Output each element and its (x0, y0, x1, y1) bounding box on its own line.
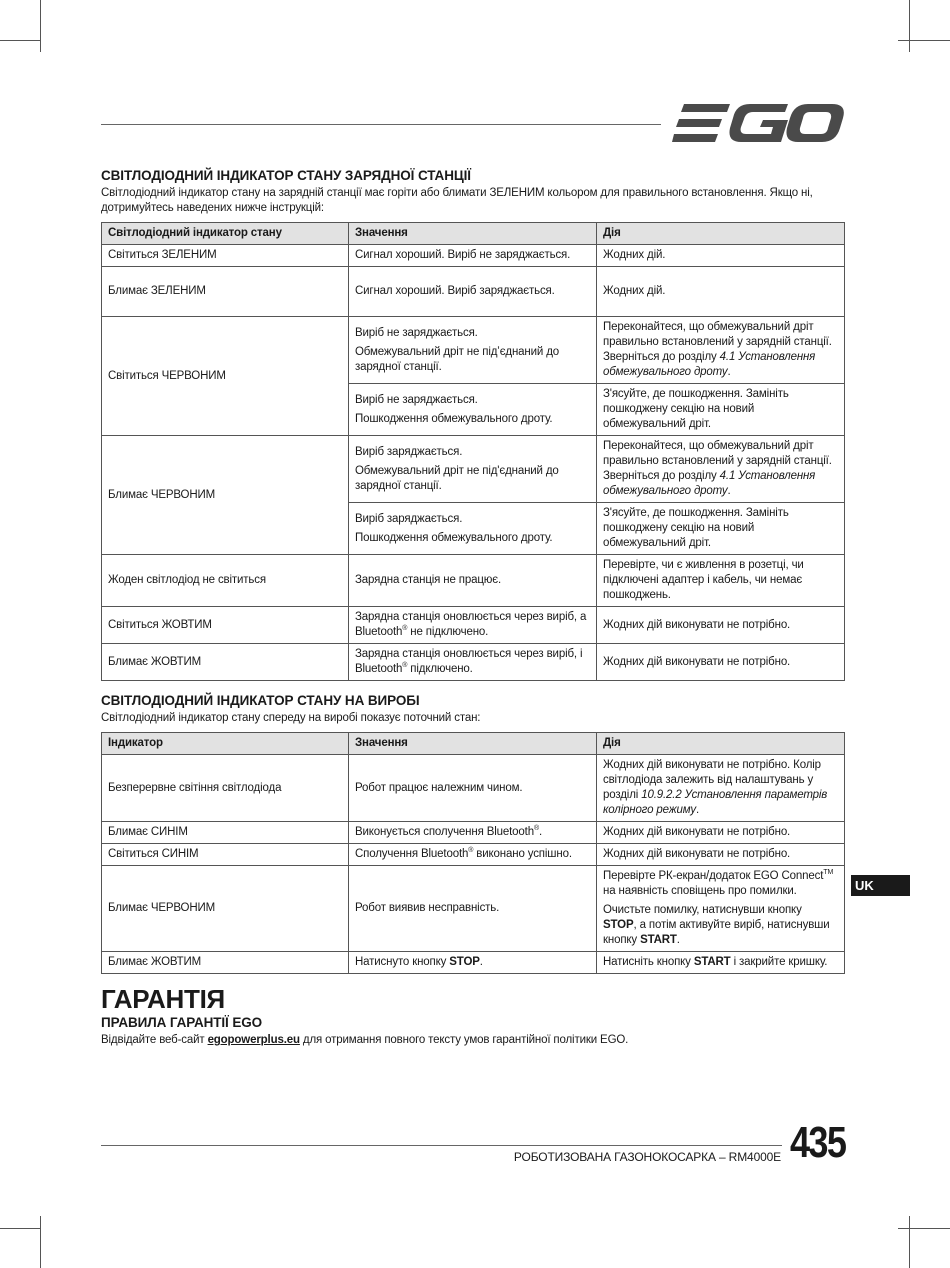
meaning-cell: Сигнал хороший. Виріб заряджається. (349, 267, 597, 317)
column-header-indicator: Індикатор (102, 733, 349, 755)
section-reference: 10.9.2.2 Установлення параметрів колірного режиму (603, 789, 828, 816)
section-reference: 4.1 Установлення обмежувального дроту (603, 470, 816, 497)
charging-station-led-table (101, 222, 845, 681)
table-row (102, 844, 845, 866)
action-cell: Жодних дій виконувати не потрібно. (597, 822, 845, 844)
meaning-cell: Сигнал хороший. Виріб не заряджається. (349, 245, 597, 267)
warranty-link[interactable]: egopowerplus.eu (207, 1034, 300, 1046)
meaning-cell: Виріб не заряджається. Пошкодження обмежувального дроту. (349, 384, 597, 436)
meaning-cell: Натиснуто кнопку STOP. (349, 952, 597, 974)
action-cell: Жодних дій. (597, 267, 845, 317)
start-key-label: START (640, 934, 677, 946)
meaning-cell: Зарядна станція не працює. (349, 555, 597, 607)
action-cell: З'ясуйте, де пошкодження. Замініть пошкоджену секцію на новий обмежувальний дріт. (597, 384, 845, 436)
state-cell: Блимає ЗЕЛЕНИМ (102, 267, 349, 317)
state-cell: Жоден світлодіод не світиться (102, 555, 349, 607)
state-cell: Світиться СИНІМ (102, 844, 349, 866)
table-row (102, 245, 845, 267)
action-cell: З'ясуйте, де пошкодження. Замініть пошкоджену секцію на новий обмежувальний дріт. (597, 503, 845, 555)
state-cell: Світиться ЗЕЛЕНИМ (102, 245, 349, 267)
meaning-cell: Виріб не заряджається. Обмежувальний дріт не підʼєднаний до зарядної станції. (349, 317, 597, 384)
warranty-heading: ГАРАНТІЯ (101, 984, 225, 1014)
column-header-meaning: Значення (349, 223, 597, 245)
footer-doc-title: РОБОТИЗОВАНА ГАЗОНОКОСАРКА – RM4000E (513, 1150, 781, 1164)
action-cell: Жодних дій виконувати не потрібно. (597, 607, 845, 644)
column-header-action: Дія (597, 733, 845, 755)
section-title-product-led: СВІТЛОДІОДНИЙ ІНДИКАТОР СТАНУ НА ВИРОБІ (101, 693, 420, 708)
meaning-cell: Виріб заряджається. Пошкодження обмежувального дроту. (349, 503, 597, 555)
meaning-cell: Робот виявив несправність. (349, 866, 597, 952)
column-header-action: Дія (597, 223, 845, 245)
start-key-label: START (693, 956, 731, 968)
page-number: 435 (790, 1118, 846, 1167)
stop-key-label: STOP (603, 919, 634, 931)
table-row (102, 866, 845, 952)
stop-key-label: STOP (449, 956, 480, 968)
action-cell: Перевірте, чи є живлення в розетці, чи підключені адаптер і кабель, чи немає пошкоджень. (597, 555, 845, 607)
state-cell: Блимає ЖОВТИМ (102, 952, 349, 974)
action-cell: Переконайтеся, що обмежувальний дріт правильно встановлений у зарядній станції. Зверніться до розділу 4.1 Установлення обмежувального дроту. (597, 317, 845, 384)
column-header-led-state: Світлодіодний індикатор стану (102, 223, 349, 245)
section-title-charging-station-led: СВІТЛОДІОДНИЙ ІНДИКАТОР СТАНУ ЗАРЯДНОЇ СТАНЦІЇ (101, 168, 471, 183)
table-row (102, 267, 845, 317)
action-cell: Перевірте РК-екран/додаток EGO Connect™ на наявність сповіщень про помилки. Очистьте помилку, натиснувши кнопку STOP, а потім активуйте виріб, натиснувши кнопку START. (597, 866, 845, 952)
table-row (102, 822, 845, 844)
warranty-text: Відвідайте веб-сайт egopowerplus.eu для отримання повного тексту умов гарантійної політики EGO. (101, 1034, 629, 1046)
section-intro: Світлодіодний індикатор стану на зарядній станції має горіти або блимати ЗЕЛЕНИМ кольором для правильного встановлення. Якщо ні, дотримуйтесь наведених нижче інструкцій: (101, 187, 813, 214)
state-cell: Безперервне світіння світлодіода (102, 755, 349, 822)
action-cell: Жодних дій. (597, 245, 845, 267)
meaning-cell: Зарядна станція оновлюється через виріб, а Bluetooth® не підключено. (349, 607, 597, 644)
meaning-cell: Сполучення Bluetooth® виконано успішно. (349, 844, 597, 866)
language-tab: UK (851, 875, 910, 896)
state-cell: Блимає ЧЕРВОНИМ (102, 436, 349, 555)
meaning-cell: Робот працює належним чином. (349, 755, 597, 822)
column-header-meaning: Значення (349, 733, 597, 755)
meaning-cell: Виконується сполучення Bluetooth®. (349, 822, 597, 844)
section-reference: 4.1 Установлення обмежувального дроту (603, 351, 816, 378)
action-cell: Жодних дій виконувати не потрібно. (597, 644, 845, 681)
state-cell: Блимає СИНІМ (102, 822, 349, 844)
table-row (102, 952, 845, 974)
table-row (102, 317, 845, 384)
action-cell: Натисніть кнопку START і закрийте кришку. (597, 952, 845, 974)
table-row (102, 644, 845, 681)
table-row (102, 555, 845, 607)
meaning-cell: Зарядна станція оновлюється через виріб, і Bluetooth® підключено. (349, 644, 597, 681)
product-led-table (101, 732, 845, 974)
ego-logo (672, 100, 844, 146)
state-cell: Світиться ЧЕРВОНИМ (102, 317, 349, 436)
action-cell: Переконайтеся, що обмежувальний дріт правильно встановлений у зарядній станції. Зверніться до розділу 4.1 Установлення обмежувального дроту. (597, 436, 845, 503)
footer-rule (101, 1145, 782, 1146)
warranty-subheading: ПРАВИЛА ГАРАНТІЇ EGO (101, 1015, 263, 1030)
section-intro: Світлодіодний індикатор стану спереду на виробі показує поточний стан: (101, 712, 481, 724)
table-row (102, 436, 845, 503)
meaning-cell: Виріб заряджається. Обмежувальний дріт не під'єднаний до зарядної станції. (349, 436, 597, 503)
action-cell: Жодних дій виконувати не потрібно. (597, 844, 845, 866)
state-cell: Блимає ЧЕРВОНИМ (102, 866, 349, 952)
table-row (102, 755, 845, 822)
table-row (102, 607, 845, 644)
state-cell: Блимає ЖОВТИМ (102, 644, 349, 681)
header-rule (101, 124, 661, 125)
action-cell: Жодних дій виконувати не потрібно. Колір світлодіода залежить від налаштувань у розділі 10.9.2.2 Установлення параметрів колірного режиму. (597, 755, 845, 822)
state-cell: Світиться ЖОВТИМ (102, 607, 349, 644)
